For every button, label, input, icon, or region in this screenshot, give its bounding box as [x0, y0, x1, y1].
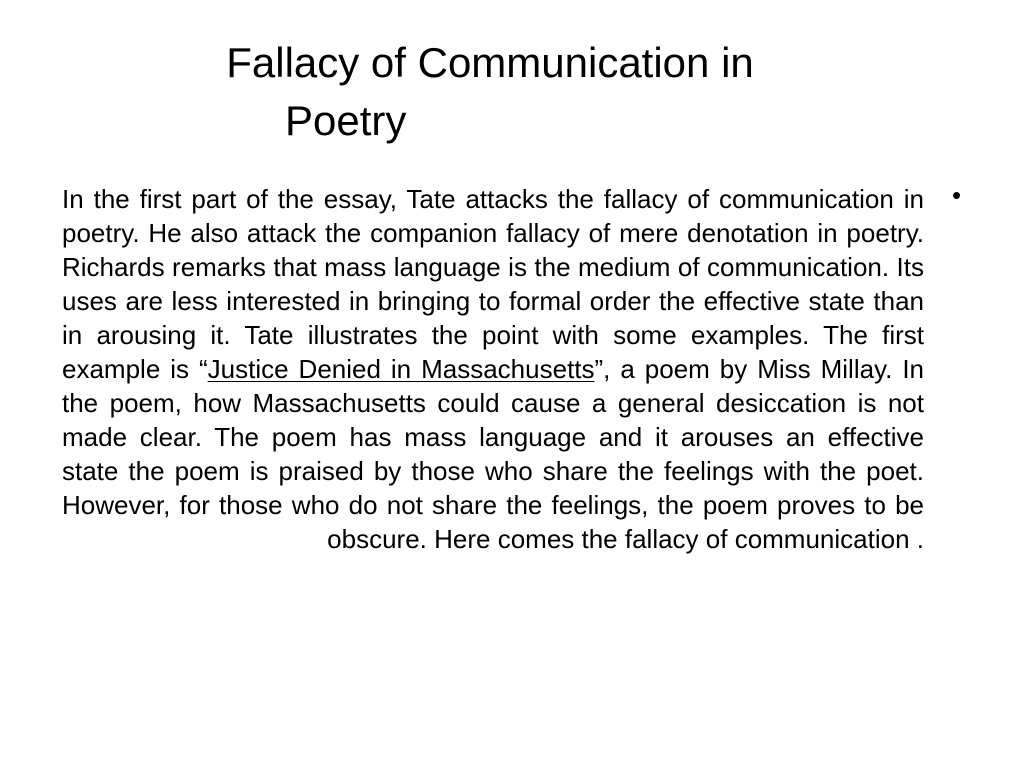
poem-title-link: Justice Denied in Massachusetts	[207, 354, 595, 384]
slide-title-line-2: Poetry	[285, 97, 407, 144]
slide-title-line-1: Fallacy of Communication in	[226, 39, 754, 86]
slide-body-paragraph	[62, 182, 924, 556]
body-text-before-link: In the first part of the essay, Tate attacks the fallacy of communication in poetry. He also attack the companion fallacy of mere denotation in poetry. Richards remarks that mass language is the medium of communication. Its uses are less interested in bringing to formal order the effective state than in arousing it. Tate illustrates the point with some examples. The first example is “	[62, 184, 924, 384]
slide-title	[120, 34, 890, 150]
bullet-point: •	[952, 180, 962, 210]
body-text-after-link: ”, a poem by Miss Millay. In the poem, how Massachusetts could cause a general desiccation is not made clear. The poem has mass language and it arouses an effective state the poem is praised by those who share the feelings with the poet. However, for those who do not share the feelings, the poem proves to be obscure. Here comes the fallacy of communication .	[62, 354, 925, 554]
